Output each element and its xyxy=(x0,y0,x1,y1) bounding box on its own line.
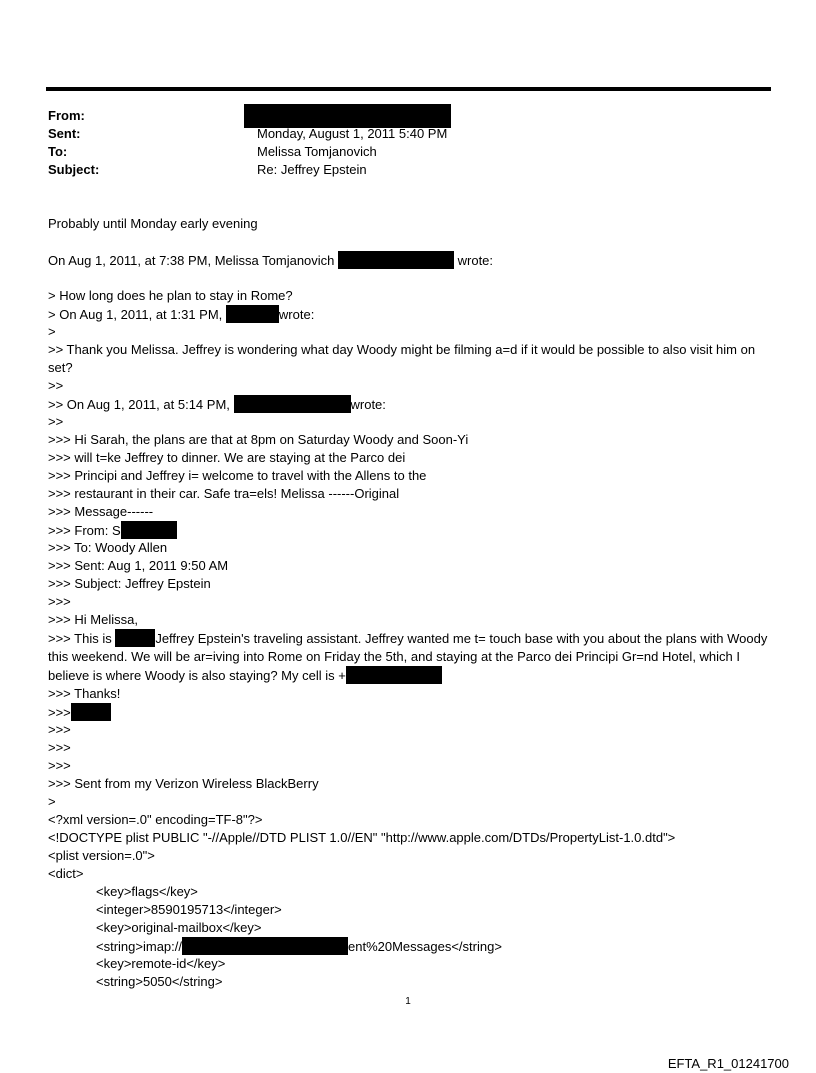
body-line: >>> xyxy=(48,722,71,737)
body-line: <dict> xyxy=(48,866,84,881)
redaction xyxy=(226,305,279,323)
redaction xyxy=(234,395,351,413)
body-line: >>> To: Woody Allen xyxy=(48,540,168,555)
redaction xyxy=(346,666,442,684)
body-line: >>> Hi Melissa, xyxy=(48,612,138,627)
body-line: <?xml version=.0" encoding=TF-8"?> xyxy=(48,812,263,827)
redaction xyxy=(115,629,155,647)
body-line: <!DOCTYPE plist PUBLIC "-//Apple//DTD PLIST 1.0//EN" "http://www.apple.com/DTDs/PropertyList-1.0.dtd"> xyxy=(48,830,676,845)
body-line: >>> will t=ke Jeffrey to dinner. We are staying at the Parco dei xyxy=(48,450,406,465)
body-line: >>> Principi and Jeffrey i= welcome to travel with the Allens to the xyxy=(48,468,427,483)
body-line: >>> restaurant in their car. Safe tra=els! Melissa ------Original xyxy=(48,486,400,501)
body-line: <key>original-mailbox</key> xyxy=(96,920,262,935)
body-line: > How long does he plan to stay in Rome? xyxy=(48,288,293,303)
body-line: >>> Thanks! xyxy=(48,686,121,701)
redaction xyxy=(71,703,111,721)
body-line: >>> Message------ xyxy=(48,504,154,519)
redaction xyxy=(121,521,177,539)
body-line: >> xyxy=(48,378,64,393)
from-label: From: xyxy=(48,108,85,123)
redaction xyxy=(182,937,348,955)
body-line: <string>imap:// ent%20Messages</string> xyxy=(96,939,502,954)
sent-label: Sent: xyxy=(48,126,81,141)
body-line: >> xyxy=(48,414,64,429)
subject-value: Re: Jeffrey Epstein xyxy=(257,162,367,177)
sent-value: Monday, August 1, 2011 5:40 PM xyxy=(257,126,448,141)
body-line: >>> xyxy=(48,594,71,609)
body-line: <key>remote-id</key> xyxy=(96,956,226,971)
body-line: >>> This is Jeffrey Epstein's traveling assistant. Jeffrey wanted me t= touch base with you about the plans with Woody this weekend. We will be ar=iving into Rome on Friday the 5th, and staying at the Parco dei Principi Gr=nd Hotel, which I believe is where Woody is also staying? My cell is + xyxy=(48,631,768,683)
to-value: Melissa Tomjanovich xyxy=(257,144,377,159)
body-line: Probably until Monday early evening xyxy=(48,216,258,231)
body-line: <integer>8590195713</integer> xyxy=(96,902,282,917)
subject-label: Subject: xyxy=(48,162,100,177)
body-line: >>> xyxy=(48,703,773,721)
body-line: >>> xyxy=(48,740,71,755)
body-line: >>> Subject: Jeffrey Epstein xyxy=(48,576,211,591)
body-line: >> On Aug 1, 2011, at 5:14 PM, wrote: xyxy=(48,397,386,412)
body-line: > xyxy=(48,794,56,809)
body-line: > xyxy=(48,324,56,339)
body-line: <key>flags</key> xyxy=(96,884,198,899)
page-number: 1 xyxy=(405,996,411,1007)
body-line: >>> From: S xyxy=(48,521,773,539)
body-line: >> Thank you Melissa. Jeffrey is wondering what day Woody might be filming a=d if it would be possible to also visit him on set? xyxy=(48,342,756,375)
body-line: >>> Sent: Aug 1, 2011 9:50 AM xyxy=(48,558,229,573)
body-line: <string>5050</string> xyxy=(96,974,223,989)
redaction xyxy=(338,251,454,269)
email-body xyxy=(48,215,773,991)
body-line: On Aug 1, 2011, at 7:38 PM, Melissa Tomjanovich wrote: xyxy=(48,253,494,268)
body-line: > On Aug 1, 2011, at 1:31 PM, wrote: xyxy=(48,307,315,322)
document-id: EFTA_R1_01241700 xyxy=(667,1056,789,1071)
body-line: >>> Sent from my Verizon Wireless BlackBerry xyxy=(48,776,319,791)
to-label: To: xyxy=(48,144,68,159)
top-rule xyxy=(46,87,771,91)
body-line: <plist version=.0"> xyxy=(48,848,155,863)
body-line: >>> xyxy=(48,758,71,773)
body-line: >>> Hi Sarah, the plans are that at 8pm on Saturday Woody and Soon-Yi xyxy=(48,432,469,447)
